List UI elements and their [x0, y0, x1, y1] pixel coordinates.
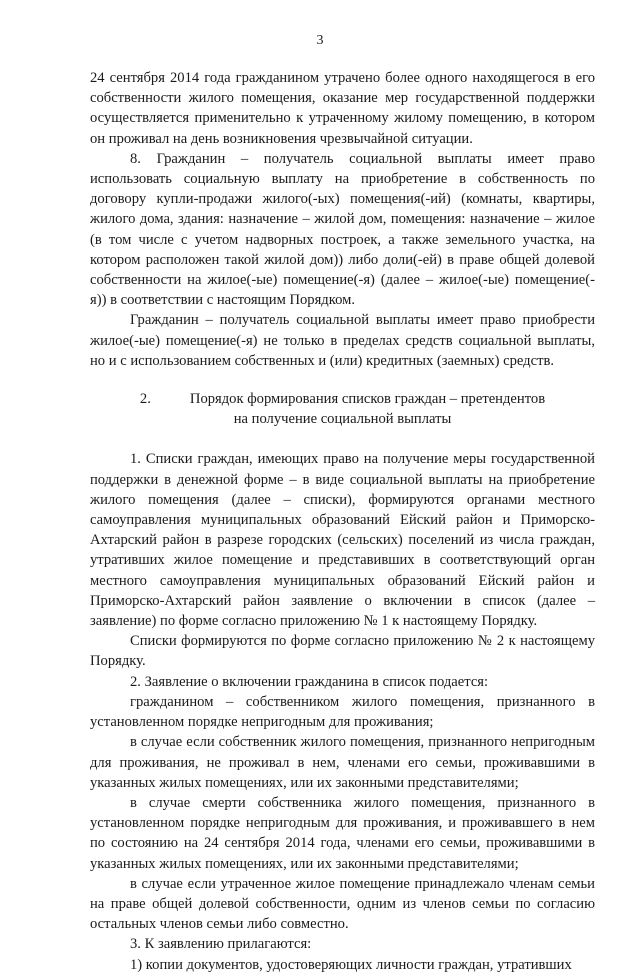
paragraph: 3. К заявлению прилагаются:	[130, 936, 312, 953]
paragraph: 8. Гражданин – получатель социальной выплаты имеет право использовать социальную выплату на приобретение в собственность по договору купли-продажи жилого(-ых) помещения(-ий) (комнаты, квартиры, жилого дома, здания: назначение – жилой дом, помещения: назначение – жилое (в том числе с учетом надворных построек, а также земельного участка, на котором расположен такой жилой дом)) либо доли(-ей) в праве общей долевой собственности на жилое(-ые) помещение(-я) (далее – жилое(-ые) помещение(-я)) в соответствии с настоящим Порядком.	[90, 150, 595, 309]
paragraph: в случае если собственник жилого помещения, признанного непригодным для проживания, не проживал в нем, членами его семьи, проживавшими в указанных жилых помещениях, или их законными представителями;	[90, 734, 595, 791]
paragraph: Списки формируются по форме согласно приложению № 2 к настоящему Порядку.	[90, 633, 595, 670]
paragraph: в случае смерти собственника жилого помещения, признанного в установленном порядке непригодным для проживания, и проживавшего в нем по состоянию на 24 сентября 2014 года, членами его семьи, проживавшими в указанных жилых помещениях, или их законными представителями;	[90, 794, 595, 872]
paragraph: Гражданин – получатель социальной выплаты имеет право приобрести жилое(-ые) помещение(-я) не только в пределах средств социальной выплаты, но и с использованием собственных и (или) кредитных (заемных) средств.	[90, 312, 595, 369]
section-title-line-1: Порядок формирования списков граждан – претендентов	[189, 391, 546, 408]
page-number: 3	[316, 33, 324, 48]
section-number: 2.	[139, 391, 151, 408]
paragraph: 2. Заявление о включении гражданина в список подается:	[130, 673, 489, 690]
paragraph: 1. Списки граждан, имеющих право на получение меры государственной поддержки в денежной форме – в виде социальной выплаты на приобретение жилого помещения (далее – списки), формируются органами местного самоуправления муниципальных образований Ейский район и Приморско-Ахтарский район в разрезе городских (сельских) поселений из числа граждан, утративших жилое помещение и представивших в соответствующий орган местного самоуправления муниципальных образований Ейский район и Приморско-Ахтарский район заявление о включении в список (далее – заявление) по форме согласно приложению № 1 к настоящему Порядку.	[90, 451, 595, 630]
document-body	[90, 68, 595, 975]
section-title-line-2: на получение социальной выплаты	[233, 411, 452, 428]
paragraph: в случае если утраченное жилое помещение принадлежало членам семьи на праве общей долевой собственности, одним из членов семьи по согласию остальных членов семьи либо совместно.	[90, 875, 595, 933]
paragraph: 1) копии документов, удостоверяющих личности граждан, утративших	[130, 956, 572, 973]
paragraph: 24 сентября 2014 года гражданином утрачено более одного находящегося в его собственности жилого помещения, оказание мер государственной поддержки осуществляется применительно к утраченному жилому помещению, в котором он проживал на день возникновения чрезвычайной ситуации.	[90, 70, 595, 147]
section-heading	[90, 389, 595, 429]
paragraph: гражданином – собственником жилого помещения, признанного в установленном порядке непригодным для проживания;	[90, 693, 595, 731]
